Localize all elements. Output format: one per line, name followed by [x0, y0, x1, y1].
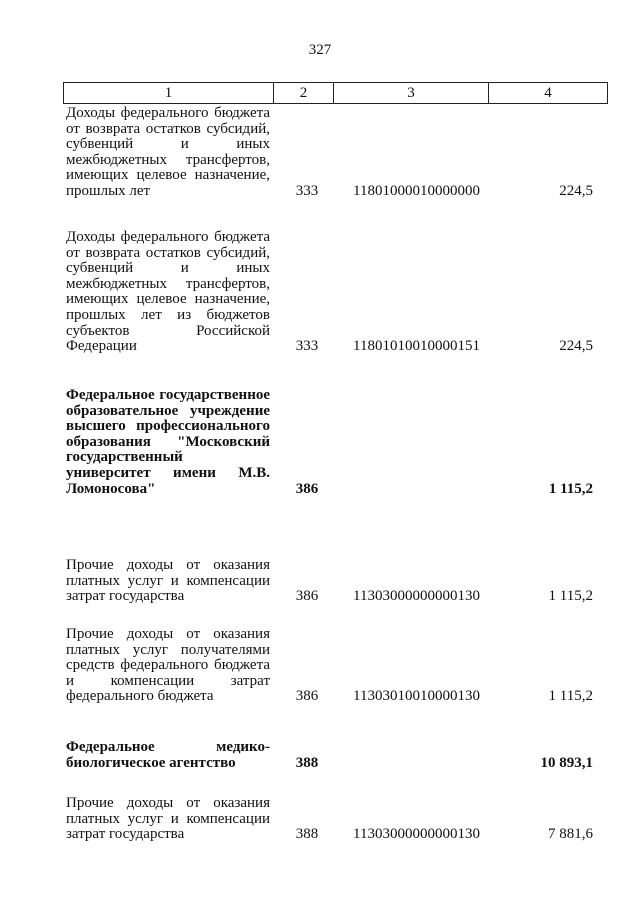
row-description: Прочие доходы от оказания платных услуг получателями средств федерального бюджета и компенсации затрат федерального бюджета: [66, 626, 270, 705]
row-description: Доходы федерального бюджета от возврата остатков субсидий, субвенций и иных межбюджетных трансфертов, имеющих целевое назначение, прошлых лет: [66, 105, 270, 199]
row-amount: 1 115,2: [548, 588, 593, 605]
table-row: [66, 740, 607, 771]
row-code: 333: [295, 338, 319, 355]
row-description: Прочие доходы от оказания платных услуг и компенсации затрат государства: [66, 795, 270, 843]
row-code: 386: [295, 480, 319, 497]
row-amount: 1 115,2: [548, 688, 593, 705]
row-code: 388: [295, 826, 319, 843]
row-description: Прочие доходы от оказания платных услуг и компенсации затрат государства: [66, 557, 270, 605]
row-amount: 7 881,6: [548, 826, 593, 843]
header-col-2: 2: [274, 83, 334, 103]
table-row: [66, 627, 607, 705]
table-row: [66, 230, 607, 355]
row-code: 386: [295, 588, 319, 605]
row-amount: 224,5: [559, 338, 593, 355]
row-kbk: 11303000000000130: [353, 588, 480, 605]
header-col-1: 1: [64, 83, 274, 103]
page-number: 327: [308, 42, 332, 58]
row-amount: 10 893,1: [540, 754, 593, 771]
row-amount: 224,5: [559, 182, 593, 199]
table-row: [66, 558, 607, 605]
row-kbk: 11801010010000151: [353, 338, 480, 355]
table-header: [63, 82, 608, 104]
row-kbk: 11303000000000130: [353, 826, 480, 843]
header-col-4: 4: [544, 85, 552, 101]
table-row: [66, 796, 607, 843]
row-description: Федеральное государственное образовательное учреждение высшего профессионального образования "Московский государственный университет имени М.В. Ломоносова": [66, 387, 270, 497]
row-amount: 1 115,2: [548, 480, 593, 497]
row-description: Доходы федерального бюджета от возврата остатков субсидий, субвенций и иных межбюджетных трансфертов, имеющих целевое назначение, прошлых лет из бюджетов субъектов Российской Федерации: [66, 229, 270, 355]
row-code: 388: [295, 754, 319, 771]
table-row: [66, 106, 607, 200]
table-row: [66, 388, 607, 497]
row-description: Федеральное медико-биологическое агентство: [66, 739, 270, 771]
row-kbk: 11801000010000000: [353, 182, 480, 199]
header-col-3: 3: [334, 83, 489, 103]
row-code: 333: [295, 182, 319, 199]
row-kbk: 11303010010000130: [353, 688, 480, 705]
row-code: 386: [295, 688, 319, 705]
